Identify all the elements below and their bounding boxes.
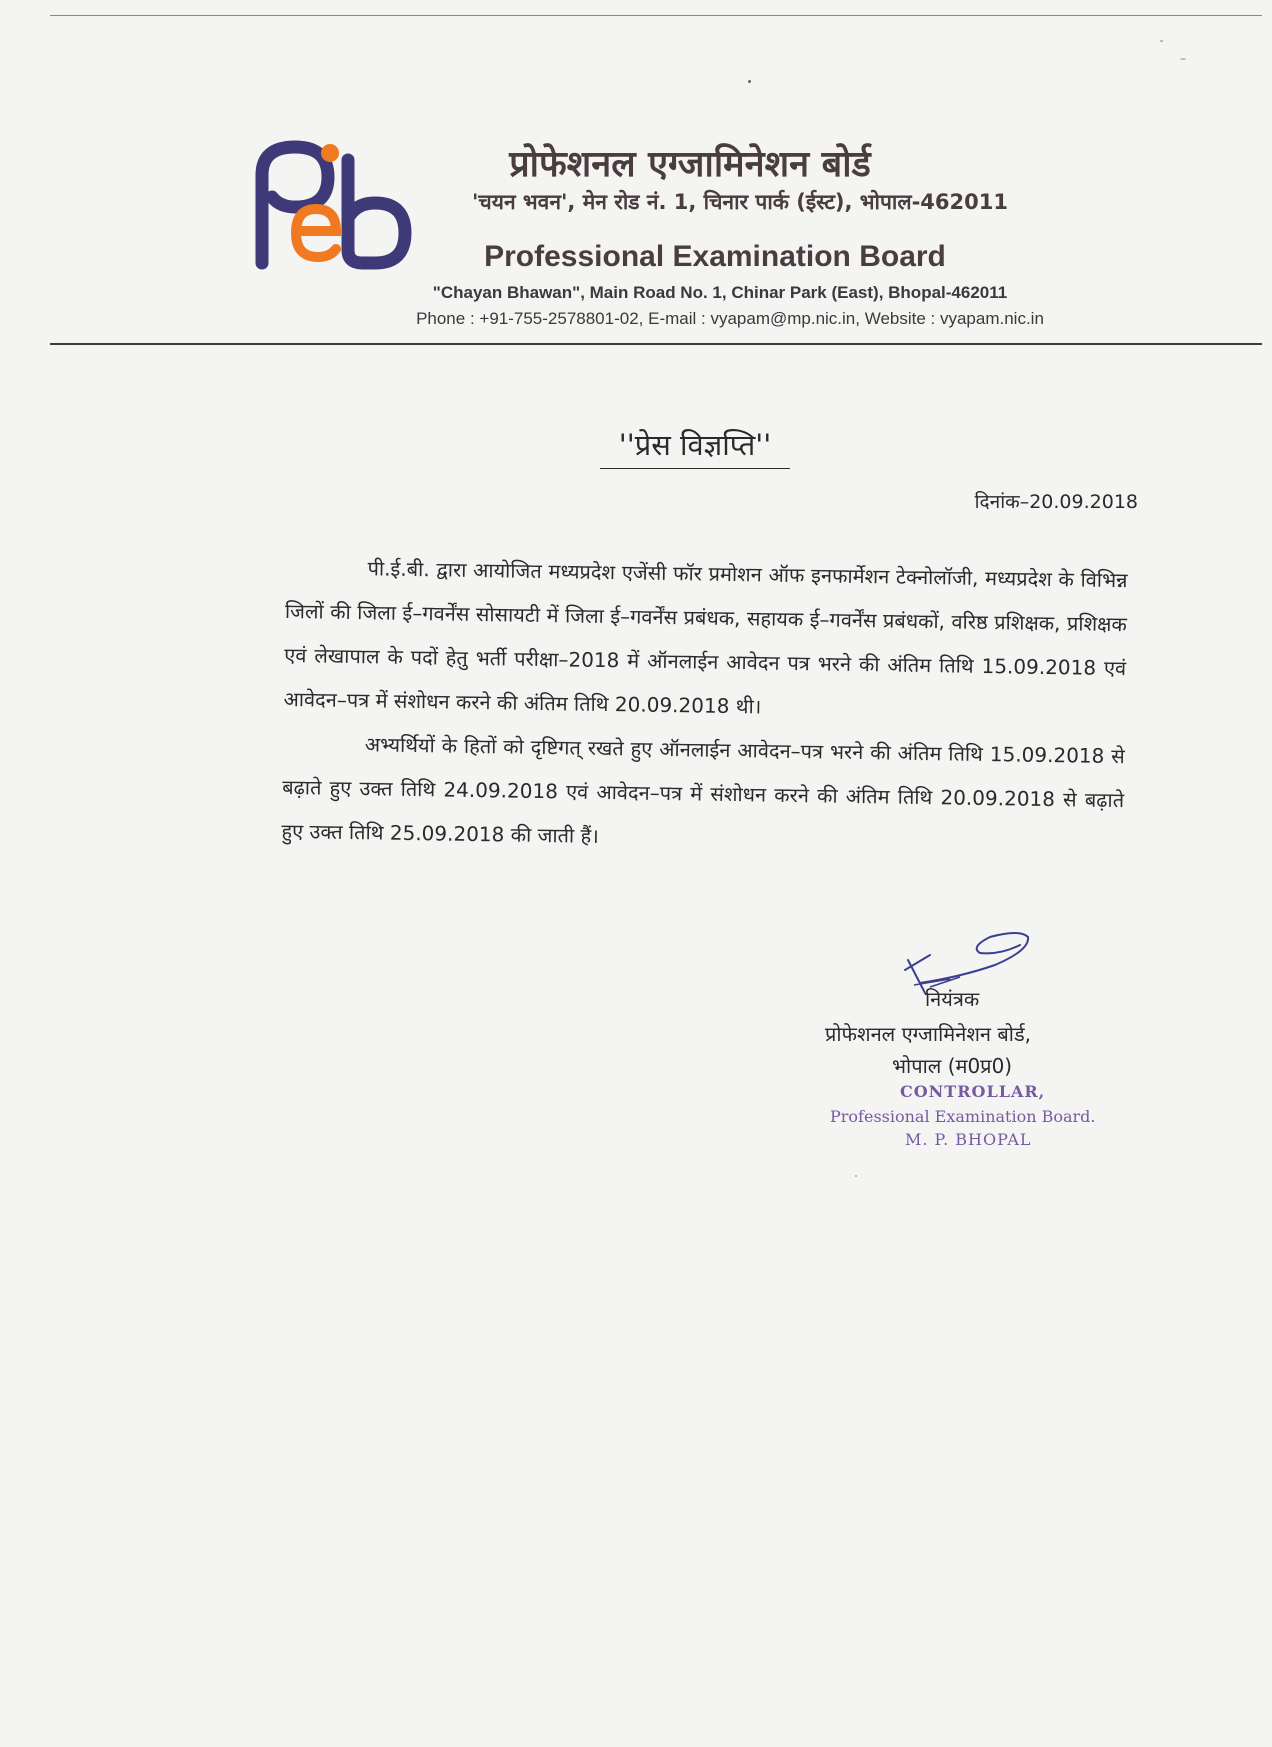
org-name-english: Professional Examination Board: [484, 240, 946, 273]
scan-speck: [855, 1175, 857, 1177]
stamp-line-1: CONTROLLAR,: [900, 1082, 1046, 1101]
signatory-place: भोपाल (म0प्र0): [892, 1054, 1013, 1078]
notice-date: दिनांक–20.09.2018: [974, 491, 1138, 513]
top-rule: [50, 15, 1262, 16]
scan-speck: [1160, 40, 1163, 42]
scan-speck: [1180, 58, 1186, 60]
notice-body: [281, 545, 1128, 866]
org-address-english: "Chayan Bhawan", Main Road No. 1, Chinar Park (East), Bhopal-462011: [432, 283, 1008, 302]
stamp-line-2: Professional Examination Board.: [830, 1107, 1096, 1126]
org-contact-line: Phone : +91-755-2578801-02, E-mail : vyapam@mp.nic.in, Website : vyapam.nic.in: [416, 309, 1044, 328]
header-divider: [50, 343, 1262, 345]
press-release-title: ''प्रेस विज्ञप्ति'': [600, 425, 790, 469]
stamp-line-3: M. P. BHOPAL: [905, 1130, 1032, 1149]
peb-logo-icon: [240, 135, 415, 275]
notice-paragraph-1: पी.ई.बी. द्वारा आयोजित मध्यप्रदेश एजेंसी फॉर प्रमोशन ऑफ इनफार्मेशन टेक्नोलॉजी, मध्यप्रदेश के विभिन्न जिलों की जिला ई–गवर्नेंस सोसायटी में जिला ई–गवर्नेंस प्रबंधक, सहायक ई–गवर्नेंस प्रबंधकों, वरिष्ठ प्रशिक्षक, प्रशिक्षक एवं लेखापाल के पदों हेतु भर्ती परीक्षा–2018 में ऑनलाईन आवेदन पत्र भरने की अंतिम तिथि 15.09.2018 एवं आवेदन–पत्र में संशोधन करने की अंतिम तिथि 20.09.2018 थी।: [283, 556, 1128, 719]
org-address-hindi: 'चयन भवन', मेन रोड नं. 1, चिनार पार्क (ईस्ट), भोपाल-462011: [472, 190, 1008, 214]
signatory-designation: नियंत्रक: [925, 987, 980, 1011]
signatory-organization: प्रोफेशनल एग्जामिनेशन बोर्ड,: [825, 1022, 1032, 1046]
scan-speck: [748, 80, 751, 83]
org-name-hindi: प्रोफेशनल एग्जामिनेशन बोर्ड: [509, 144, 871, 185]
official-stamp: [820, 1082, 1140, 1149]
notice-paragraph-2: अभ्यर्थियों के हितों को दृष्टिगत् रखते हुए ऑनलाईन आवेदन–पत्र भरने की अंतिम तिथि 15.09.2018 से बढ़ाते हुए उक्त तिथि 24.09.2018 एवं आवेदन–पत्र में संशोधन करने की अंतिम तिथि 20.09.2018 से बढ़ाते हुए उक्त तिथि 25.09.2018 की जाती हैं।: [281, 732, 1125, 848]
